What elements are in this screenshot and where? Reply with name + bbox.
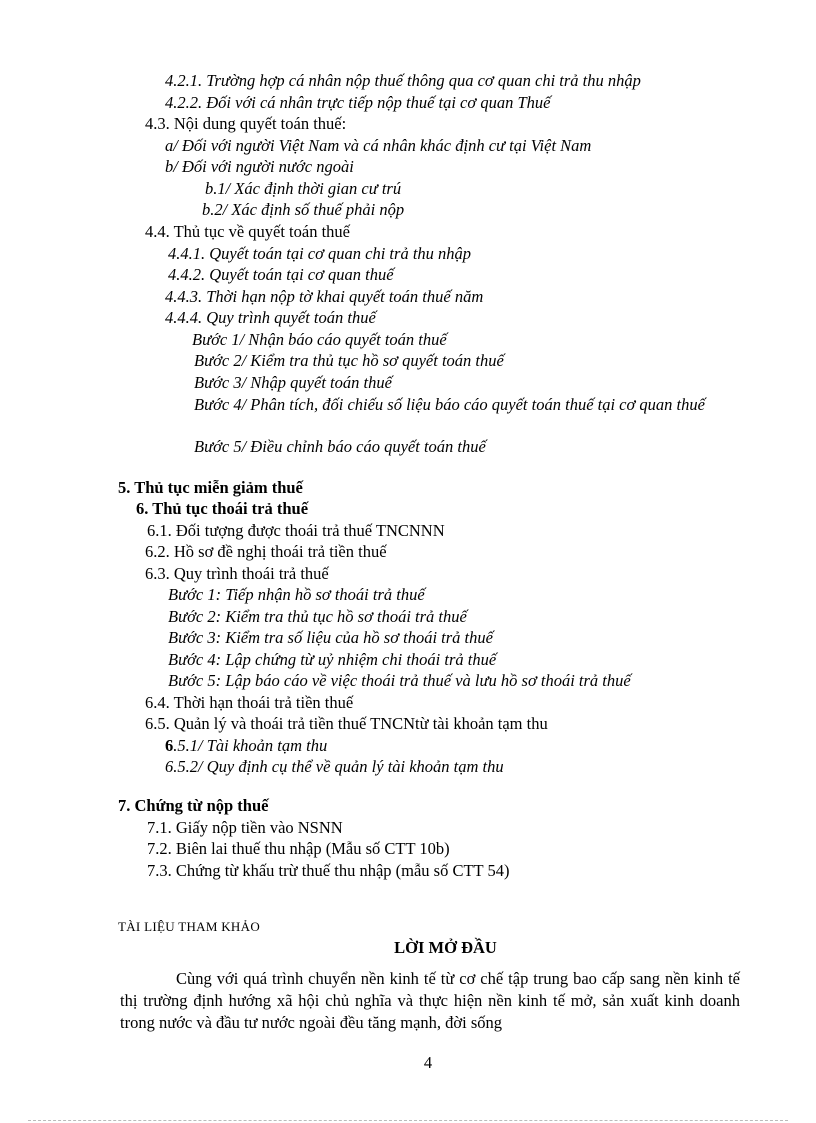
toc-item-4-3-b1: b.1/ Xác định thời gian cư trú (205, 179, 402, 198)
toc-step-1: Bước 1/ Nhận báo cáo quyết toán thuế (192, 330, 447, 349)
toc-step-5: Bước 5/ Điều chỉnh báo cáo quyết toán thuế (194, 437, 486, 456)
toc-item-6-5-1-number: 6 (165, 736, 174, 755)
page-bottom-divider (28, 1120, 788, 1121)
toc-step-4-text: Bước 4/ Phân tích, đối chiếu số liệu báo cáo quyết toán thuế tại cơ quan thuế (194, 395, 705, 414)
toc-item-6-5: 6.5. Quản lý và thoái trả tiền thuế TNCNtừ tài khoản tạm thu (145, 714, 548, 733)
toc-item-4-3-a: a/ Đối với người Việt Nam và cá nhân khác định cư tại Việt Nam (165, 136, 592, 155)
toc-refund-step-3: Bước 3: Kiểm tra số liệu của hồ sơ thoái trả thuế (168, 628, 493, 647)
toc-item-6-5-2: 6.5.2/ Quy định cụ thể về quản lý tài khoản tạm thu (165, 757, 504, 776)
toc-item-5: 5. Thủ tục miễn giảm thuế (118, 478, 303, 497)
toc-item-6: 6. Thủ tục thoái trả thuế (136, 499, 309, 518)
toc-item-4-3: 4.3. Nội dung quyết toán thuế: (145, 114, 347, 133)
toc-item-6-2: 6.2. Hồ sơ đề nghị thoái trả tiền thuế (145, 542, 387, 561)
toc-item-6-3: 6.3. Quy trình thoái trả thuế (145, 564, 329, 583)
toc-item-6-1: 6.1. Đối tượng được thoái trả thuế TNCNNN (147, 521, 445, 540)
toc-item-4-4-4: 4.4.4. Quy trình quyết toán thuế (165, 308, 376, 327)
toc-step-4 (194, 395, 742, 415)
toc-item-7-1: 7.1. Giấy nộp tiền vào NSNN (147, 818, 343, 837)
page-number: 4 (423, 1053, 433, 1072)
toc-item-4-4-3: 4.4.3. Thời hạn nộp tờ khai quyết toán thuế năm (165, 287, 484, 306)
toc-item-4-4-2: 4.4.2. Quyết toán tại cơ quan thuế (168, 265, 394, 284)
toc-refund-step-4: Bước 4: Lập chứng từ uỷ nhiệm chi thoái trả thuế (168, 650, 497, 669)
toc-item-4-4-1: 4.4.1. Quyết toán tại cơ quan chi trả thu nhập (168, 244, 472, 263)
toc-item-4-3-b2: b.2/ Xác định số thuế phải nộp (202, 200, 405, 219)
toc-refund-step-2: Bước 2: Kiểm tra thủ tục hồ sơ thoái trả thuế (168, 607, 467, 626)
toc-refund-step-5: Bước 5: Lập báo cáo về việc thoái trả thuế và lưu hồ sơ thoái trả thuế (168, 671, 631, 690)
toc-item-6-4: 6.4. Thời hạn thoái trả tiền thuế (145, 693, 354, 712)
toc-step-2: Bước 2/ Kiểm tra thủ tục hồ sơ quyết toán thuế (194, 351, 504, 370)
toc-item-4-4: 4.4. Thủ tục về quyết toán thuế (145, 222, 350, 241)
toc-item-7: 7. Chứng từ nộp thuế (118, 796, 269, 815)
toc-item-4-3-b: b/ Đối với người nước ngoài (165, 157, 354, 176)
toc-item-7-3: 7.3. Chứng từ khấu trừ thuế thu nhập (mẫu số CTT 54) (147, 861, 510, 880)
toc-item-4-2-2: 4.2.2. Đối với cá nhân trực tiếp nộp thuế tại cơ quan Thuế (165, 93, 551, 112)
toc-step-3: Bước 3/ Nhập quyết toán thuế (194, 373, 392, 392)
toc-refund-step-1: Bước 1: Tiếp nhận hồ sơ thoái trả thuế (168, 585, 425, 604)
intro-heading: LỜI MỞ ĐẦU (394, 938, 497, 957)
toc-item-7-2: 7.2. Biên lai thuế thu nhập (Mẫu số CTT 10b) (147, 839, 450, 858)
toc-item-6-5-1-text: .5.1/ Tài khoản tạm thu (173, 736, 328, 755)
toc-references: TÀI LIỆU THAM KHẢO (118, 919, 261, 934)
toc-item-4-2-1: 4.2.1. Trường hợp cá nhân nộp thuế thông qua cơ quan chi trả thu nhập (165, 71, 641, 90)
intro-paragraph: Cùng với quá trình chuyển nền kinh tế từ cơ chế tập trung bao cấp sang nền kinh tế thị trường định hướng xã hội chủ nghĩa và thực hiện nền kinh tế mở, sản xuất kinh doanh trong nước và đầu tư nước ngoài đều tăng mạnh, đời sống (120, 969, 740, 1032)
toc-item-6-5-1 (165, 736, 327, 756)
